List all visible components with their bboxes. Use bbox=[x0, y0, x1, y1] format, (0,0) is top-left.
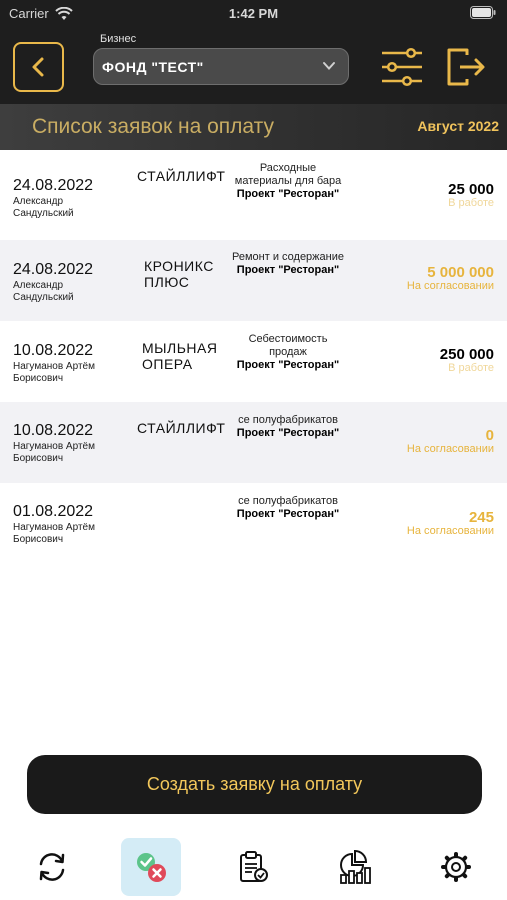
category-name: се полуфабрикатов bbox=[238, 495, 338, 507]
request-amount: 5 000 000 bbox=[427, 264, 494, 281]
request-category bbox=[230, 414, 346, 440]
sliders-icon bbox=[380, 46, 424, 88]
request-author: Александр Сандульский bbox=[13, 280, 74, 303]
list-item[interactable] bbox=[0, 483, 507, 564]
tab-analytics[interactable] bbox=[325, 838, 385, 896]
request-amount: 0 bbox=[485, 427, 494, 444]
request-date: 24.08.2022 bbox=[13, 177, 94, 194]
request-category bbox=[230, 495, 346, 521]
category-name: Себестоимость продаж bbox=[248, 333, 328, 358]
request-author: Нагуманов Артём Борисович bbox=[13, 441, 95, 464]
filter-button[interactable] bbox=[380, 46, 424, 88]
tab-refresh[interactable] bbox=[22, 838, 82, 896]
tab-approvals[interactable] bbox=[121, 838, 181, 896]
create-payment-request-button[interactable]: Создать заявку на оплату bbox=[27, 755, 482, 814]
request-company: МЫЛЬНАЯ ОПЕРА bbox=[142, 340, 218, 372]
month-label[interactable]: Август 2022 bbox=[417, 118, 499, 134]
request-date: 10.08.2022 bbox=[13, 342, 94, 359]
page-title: Список заявок на оплату bbox=[32, 115, 274, 138]
status-badge: На согласовании bbox=[406, 280, 494, 292]
back-button[interactable] bbox=[13, 42, 64, 92]
request-company: СТАЙЛЛИФТ bbox=[137, 168, 226, 184]
project-name: Проект "Ресторан" bbox=[236, 427, 340, 439]
settings-gear-icon bbox=[438, 849, 474, 885]
request-amount: 25 000 bbox=[448, 181, 494, 198]
business-label: Бизнес bbox=[100, 33, 137, 45]
request-company: КРОНИКС ПЛЮС bbox=[144, 258, 214, 290]
category-name: се полуфабрикатов bbox=[238, 414, 338, 426]
request-category bbox=[230, 162, 346, 201]
status-badge: В работе bbox=[448, 197, 494, 209]
status-bar bbox=[0, 0, 507, 28]
list-item[interactable] bbox=[0, 402, 507, 483]
list-item[interactable] bbox=[0, 150, 507, 240]
logout-icon bbox=[445, 46, 487, 88]
chevron-left-icon bbox=[29, 56, 49, 78]
status-clock: 1:42 PM bbox=[228, 6, 279, 21]
request-author: Александр Сандульский bbox=[13, 196, 74, 219]
project-name: Проект "Ресторан" bbox=[236, 264, 340, 276]
carrier-label: Carrier bbox=[9, 6, 49, 21]
approve-reject-icon bbox=[133, 849, 169, 885]
request-author: Нагуманов Артём Борисович bbox=[13, 522, 95, 545]
status-badge: В работе bbox=[448, 362, 494, 374]
battery-icon bbox=[470, 6, 496, 19]
status-badge: На согласовании bbox=[406, 525, 494, 537]
request-date: 01.08.2022 bbox=[13, 503, 94, 520]
category-name: Ремонт и содержание bbox=[232, 251, 344, 263]
request-date: 10.08.2022 bbox=[13, 422, 94, 439]
chevron-down-icon bbox=[322, 60, 336, 72]
app-header bbox=[0, 0, 507, 104]
clipboard-icon bbox=[235, 849, 271, 885]
request-date: 24.08.2022 bbox=[13, 261, 94, 278]
title-band bbox=[0, 104, 507, 150]
request-list bbox=[0, 150, 507, 564]
category-name: Расходные материалы для бара bbox=[234, 162, 342, 187]
analytics-icon bbox=[337, 849, 373, 885]
request-category bbox=[230, 333, 346, 372]
request-category bbox=[230, 251, 346, 277]
request-company: СТАЙЛЛИФТ bbox=[137, 420, 226, 436]
list-item[interactable] bbox=[0, 240, 507, 321]
refresh-icon bbox=[34, 849, 70, 885]
tab-bar bbox=[0, 830, 507, 900]
tab-settings[interactable] bbox=[426, 838, 486, 896]
request-amount: 245 bbox=[468, 509, 494, 526]
business-select[interactable] bbox=[93, 48, 349, 85]
project-name: Проект "Ресторан" bbox=[236, 508, 340, 520]
request-amount: 250 000 bbox=[439, 346, 494, 363]
project-name: Проект "Ресторан" bbox=[236, 359, 340, 371]
status-badge: На согласовании bbox=[406, 443, 494, 455]
tab-documents[interactable] bbox=[223, 838, 283, 896]
logout-button[interactable] bbox=[445, 46, 487, 88]
request-author: Нагуманов Артём Борисович bbox=[13, 361, 95, 384]
business-select-value: ФОНД "ТЕСТ" bbox=[102, 58, 204, 75]
project-name: Проект "Ресторан" bbox=[236, 188, 340, 200]
list-item[interactable] bbox=[0, 321, 507, 402]
